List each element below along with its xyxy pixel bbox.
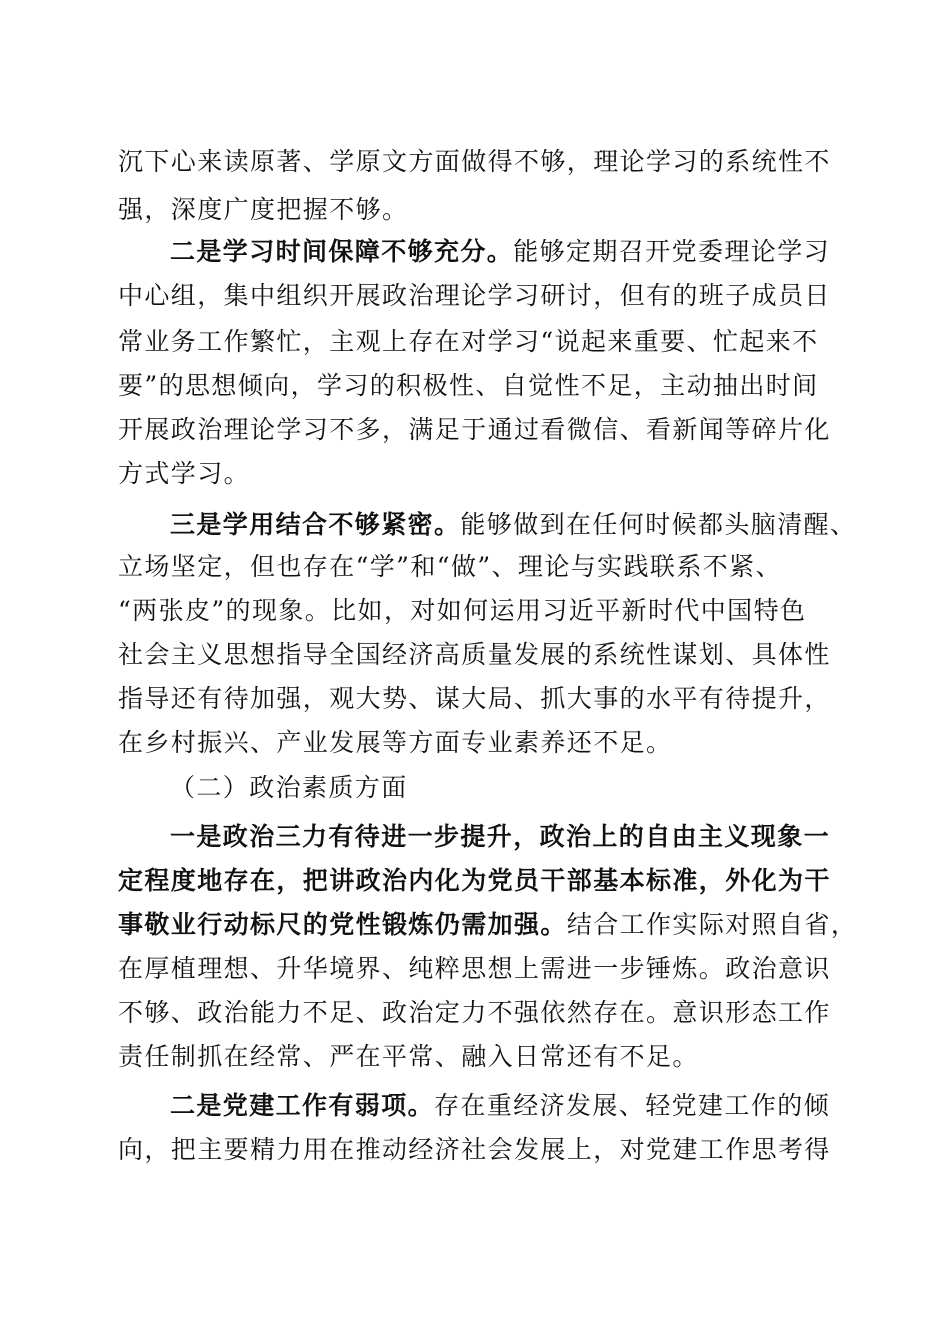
text-segment: 常业务工作繁忙，主观上存在对学习“说起来重要、忙起来不 xyxy=(118,327,819,356)
text-line xyxy=(0,768,950,808)
text-line xyxy=(0,679,950,719)
bold-text-segment: 二是学习时间保障不够充分。 xyxy=(170,237,514,266)
bold-text-segment: 三是学用结合不够紧密。 xyxy=(170,510,461,539)
text-line xyxy=(0,635,950,675)
text-line xyxy=(0,547,950,587)
text-segment: 能够定期召开党委理论学习 xyxy=(513,237,831,266)
text-segment: （二）政治素质方面 xyxy=(170,773,408,802)
bold-text-segment: 二是党建工作有弱项。 xyxy=(170,1091,435,1120)
text-line xyxy=(0,276,950,316)
text-segment: 中心组，集中组织开展政治理论学习研讨，但有的班子成员日 xyxy=(118,281,831,310)
text-segment: 不够、政治能力不足、政治定力不强依然存在。意识形态工作 xyxy=(118,998,831,1027)
text-line xyxy=(0,322,950,362)
text-segment: 在乡村振兴、产业发展等方面专业素养还不足。 xyxy=(118,728,673,757)
text-segment: 存在重经济发展、轻党建工作的倾 xyxy=(434,1091,831,1120)
text-segment: 立场坚定，但也存在“学”和“做”、理论与实践联系不紧、 xyxy=(118,552,782,581)
text-line xyxy=(0,949,950,989)
text-segment: 要”的思想倾向，学习的积极性、自觉性不足，主动抽出时间 xyxy=(118,371,819,400)
text-segment: 沉下心来读原著、学原文方面做得不够，理论学习的系统性不 xyxy=(118,147,831,176)
text-segment: 开展政治理论学习不多，满足于通过看微信、看新闻等碎片化 xyxy=(118,415,831,444)
text-segment: 结合工作实际对照自省， xyxy=(566,910,858,939)
bold-text-segment: 一是政治三力有待进一步提升，政治上的自由主义现象一 xyxy=(170,822,831,851)
text-line xyxy=(0,366,950,406)
text-line xyxy=(0,1086,950,1126)
text-line xyxy=(0,723,950,763)
text-segment: 强，深度广度把握不够。 xyxy=(118,195,409,224)
bold-text-segment: 定程度地存在，把讲政治内化为党员干部基本标准，外化为干 xyxy=(118,866,831,895)
text-line xyxy=(0,1130,950,1170)
text-line xyxy=(0,232,950,272)
text-segment: 责任制抓在经常、严在平常、融入日常还有不足。 xyxy=(118,1042,699,1071)
text-line xyxy=(0,861,950,901)
text-line xyxy=(0,142,950,182)
text-segment: 向，把主要精力用在推动经济社会发展上，对党建工作思考得 xyxy=(118,1135,831,1164)
text-line xyxy=(0,905,950,945)
text-segment: 方式学习。 xyxy=(118,459,251,488)
text-segment: “两张皮”的现象。比如，对如何运用习近平新时代中国特色 xyxy=(118,596,807,625)
text-line xyxy=(0,410,950,450)
text-line xyxy=(0,190,950,230)
text-line xyxy=(0,505,950,545)
text-line xyxy=(0,817,950,857)
text-line xyxy=(0,454,950,494)
text-line xyxy=(0,591,950,631)
text-segment: 社会主义思想指导全国经济高质量发展的系统性谋划、具体性 xyxy=(118,640,831,669)
text-segment: 在厚植理想、升华境界、纯粹思想上需进一步锤炼。政治意识 xyxy=(118,954,831,983)
text-segment: 能够做到在任何时候都头脑清醒、 xyxy=(460,510,857,539)
text-segment: 指导还有待加强，观大势、谋大局、抓大事的水平有待提升， xyxy=(118,684,831,713)
bold-text-segment: 事敬业行动标尺的党性锻炼仍需加强。 xyxy=(118,910,567,939)
text-line xyxy=(0,1037,950,1077)
text-line xyxy=(0,993,950,1033)
